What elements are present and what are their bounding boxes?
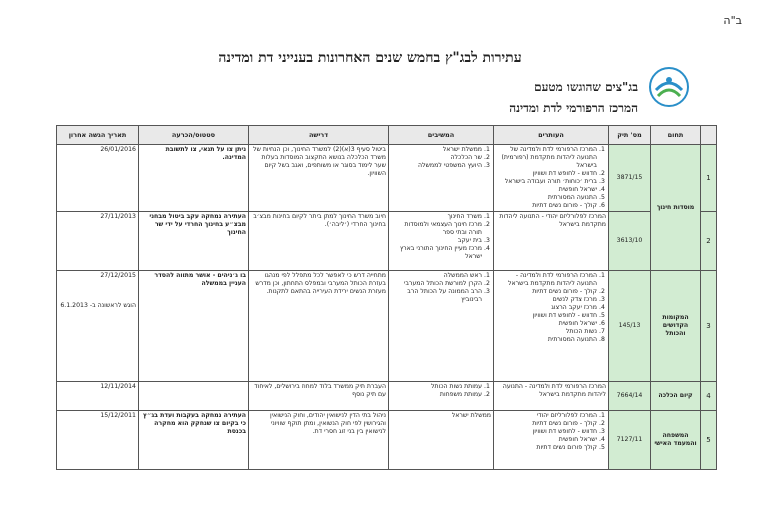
respondents-cell bbox=[389, 145, 494, 212]
field-cell: המשפחה והמעמד האישי bbox=[651, 411, 701, 470]
date-cell bbox=[57, 271, 139, 382]
petitioner-item: 2. קולך - פורום נשים דתיות bbox=[496, 420, 597, 428]
date-value: 27/12/2015 bbox=[100, 272, 136, 279]
petitions-table bbox=[56, 125, 717, 470]
case-number: 3613/10 bbox=[609, 212, 651, 271]
respondent-item: 1. ראש הממשלה bbox=[391, 272, 482, 280]
col-header-num bbox=[701, 126, 717, 145]
date-note: הוגש לראשונה ב- 6.1.2013 bbox=[60, 302, 136, 309]
petitioner-item: 6. קולך - פורום נשים דתיות bbox=[496, 202, 597, 210]
petitioner-item: 7. נשות הכותל bbox=[496, 328, 597, 336]
demand-cell: חיוב משרד החינוך למתן ביתר לקיום בחינות מבצ׳ב בחינוך החרדי (׳ליבה׳). bbox=[249, 212, 389, 271]
table-row bbox=[57, 382, 717, 411]
table-row bbox=[57, 411, 717, 470]
reform-center-logo bbox=[648, 66, 690, 108]
demand-cell: מתחייה דרש כי לאפשר לכל מתפלל לפי מנהגו בעזרת הכותל המערבי ובמפלס התחתון, וכן מדרש מעזרת הנשים ירידת העירייה בהתאם לתקנות. bbox=[249, 271, 389, 382]
field-cell: קיום הכלכה bbox=[651, 382, 701, 411]
petitioner-item: 1. המרכז הרפורמי לדת ולמדינה של התנועה ליהדות מתקדמת (רפורמית) בישראל bbox=[496, 146, 597, 170]
status-cell: העתירה נמחקה בעקבות ועדת בג״ץ כי בקיום צו שנחקק הוא מחקרה בכנסת bbox=[139, 411, 249, 470]
petitioner-item: 4. מרכז יעקב הרצוג bbox=[496, 304, 597, 312]
col-header-field: תחום bbox=[651, 126, 701, 145]
petitioner-item: 3. ברית ׳כוחות׳ תורה ועבודה בישראל bbox=[496, 178, 597, 186]
row-number: 1 bbox=[701, 145, 717, 212]
respondent-item: 2. מרכז חינוך העצמאי ולמוסדות תורה ובתי ספר bbox=[391, 221, 482, 237]
row-number: 4 bbox=[701, 382, 717, 411]
case-number: 7127/11 bbox=[609, 411, 651, 470]
demand-cell: העברת תיק ממשרד בלוד למחוז בירושלים, לאיחוד עם תיק נוסף bbox=[249, 382, 389, 411]
page-title: עתירות לבג"ץ בחמש שנים האחרונות בענייני דת ומדינה bbox=[218, 50, 522, 66]
petitioner-item: 8. התנועה המסורתית bbox=[496, 336, 597, 344]
date-cell: 12/11/2014 bbox=[57, 382, 139, 411]
subtitle-line-2: המרכז הרפורמי לדת ומדינה bbox=[509, 101, 638, 115]
col-header-respondents: המשיבים bbox=[389, 126, 494, 145]
petitioners-cell bbox=[494, 411, 609, 470]
petitioners-cell: המרכז הרפורמי לדת ולמדינה - התנועה ליהדות מתקדמת בישראל bbox=[494, 382, 609, 411]
row-number: 2 bbox=[701, 212, 717, 271]
status-cell bbox=[139, 382, 249, 411]
status-cell: בו ג׳ניהים - אושר מתווה להסדר העניין בממשלה bbox=[139, 271, 249, 382]
field-cell: המקומות הקדושים והכותל bbox=[651, 271, 701, 382]
subtitle-line-1: בג"צים שהוגשו מטעם bbox=[534, 80, 638, 94]
case-number: 3871/15 bbox=[609, 145, 651, 212]
col-header-status: סטטוס/הכרעה bbox=[139, 126, 249, 145]
col-header-date: תאריך הגשה אחרון bbox=[57, 126, 139, 145]
col-header-petitioners: העותרים bbox=[494, 126, 609, 145]
respondent-item: 4. מרכז מעיין החינוך התורני בארץ ישראל bbox=[391, 245, 482, 261]
petitioner-item: 5. חדווש - לחופש דת ושוויון bbox=[496, 312, 597, 320]
respondent-item: 1. ממשלת ישראל bbox=[391, 146, 482, 154]
row-number: 3 bbox=[701, 271, 717, 382]
respondent-item: 3. הרב הממונה על הכותל הרב רבינוביץ bbox=[391, 288, 482, 304]
respondent-item: 1. משרד החינוך bbox=[391, 213, 482, 221]
respondent-item: 3. בית יעקב bbox=[391, 237, 482, 245]
petitioner-item: 4. ישראל חופשית bbox=[496, 436, 597, 444]
petitioner-item: 3. מרכז צדק לנשים bbox=[496, 296, 597, 304]
col-header-demand: דרישה bbox=[249, 126, 389, 145]
respondent-item: 3. היועץ המשפטי לממשלה bbox=[391, 162, 482, 170]
petitioner-item: 6. ישראל חופשית bbox=[496, 320, 597, 328]
petitioner-item: 3. חדווש - לחופש דת ושוויון bbox=[496, 428, 597, 436]
respondent-item: 2. הקרן למורשת הכותל המערבי bbox=[391, 280, 482, 288]
page-corner-mark: ב"ה bbox=[723, 14, 742, 27]
table-row bbox=[57, 271, 717, 382]
respondent-item: 1. עמותת נשות הכותל bbox=[391, 383, 482, 391]
col-header-case: מס' תיק bbox=[609, 126, 651, 145]
case-number: 145/13 bbox=[609, 271, 651, 382]
respondents-cell bbox=[389, 271, 494, 382]
petitioners-cell: המרכז לפלורליזם יהודי - התנועה ליהדות מתקדמת בישראל bbox=[494, 212, 609, 271]
table-header-row bbox=[57, 126, 717, 145]
respondent-item: 2. שר הכלכלה bbox=[391, 154, 482, 162]
petitioners-cell bbox=[494, 145, 609, 212]
respondent-item: 2. עמותת משפחות bbox=[391, 391, 482, 399]
date-cell: 15/12/2011 bbox=[57, 411, 139, 470]
petitioner-item: 1. המרכז לפלורליזם יהודי bbox=[496, 412, 597, 420]
demand-cell: ביטול סעיף 3(א)(2) למשרד החינוך, וכן הנחיות של משרד הכלכלה בנושא התקצוב המוסדות בעלות שער לימוד בסוגר או משותפים, ואגב בשל קיום השוויון. bbox=[249, 145, 389, 212]
petitioner-item: 2. קולך - פורום נשים דתיות bbox=[496, 288, 597, 296]
respondents-cell bbox=[389, 212, 494, 271]
table-row bbox=[57, 145, 717, 212]
table-row bbox=[57, 212, 717, 271]
petitioner-item: 5. קולך פורום נשים דתיות bbox=[496, 444, 597, 452]
petitioner-item: 2. חדווש - לחופש דת ושוויון bbox=[496, 170, 597, 178]
logo-icon bbox=[648, 66, 690, 108]
field-cell: מוסדות חינוך bbox=[651, 145, 701, 271]
date-cell: 26/01/2016 bbox=[57, 145, 139, 212]
respondents-cell: ממשלת ישראל bbox=[389, 411, 494, 470]
petitioner-item: 1. המרכז הרפורמי לדת ולמדינה - התנועה ליהדות מתקדמת בישראל bbox=[496, 272, 597, 288]
date-cell: 27/11/2013 bbox=[57, 212, 139, 271]
petitioner-item: 4. ישראל חופשית bbox=[496, 186, 597, 194]
respondents-cell bbox=[389, 382, 494, 411]
status-cell: ניתן צו על תנאי, צו לתשובת המדינה. bbox=[139, 145, 249, 212]
status-cell: העתירה נמחקה עקב ביטול מבחני מבצ״ע בחינוך החרדי על ידי שר החינוך bbox=[139, 212, 249, 271]
row-number: 5 bbox=[701, 411, 717, 470]
petitioners-cell bbox=[494, 271, 609, 382]
case-number: 7664/14 bbox=[609, 382, 651, 411]
petitioner-item: 5. התנועה המסורתית bbox=[496, 194, 597, 202]
demand-cell: ניהול בתי הדין לנישואין יהודים, וחוק הנישואין והגירושין לפי חוק הנשואין, ומתן תוקף שוויוני לנישואין בין בני זוג חסרי דת. bbox=[249, 411, 389, 470]
